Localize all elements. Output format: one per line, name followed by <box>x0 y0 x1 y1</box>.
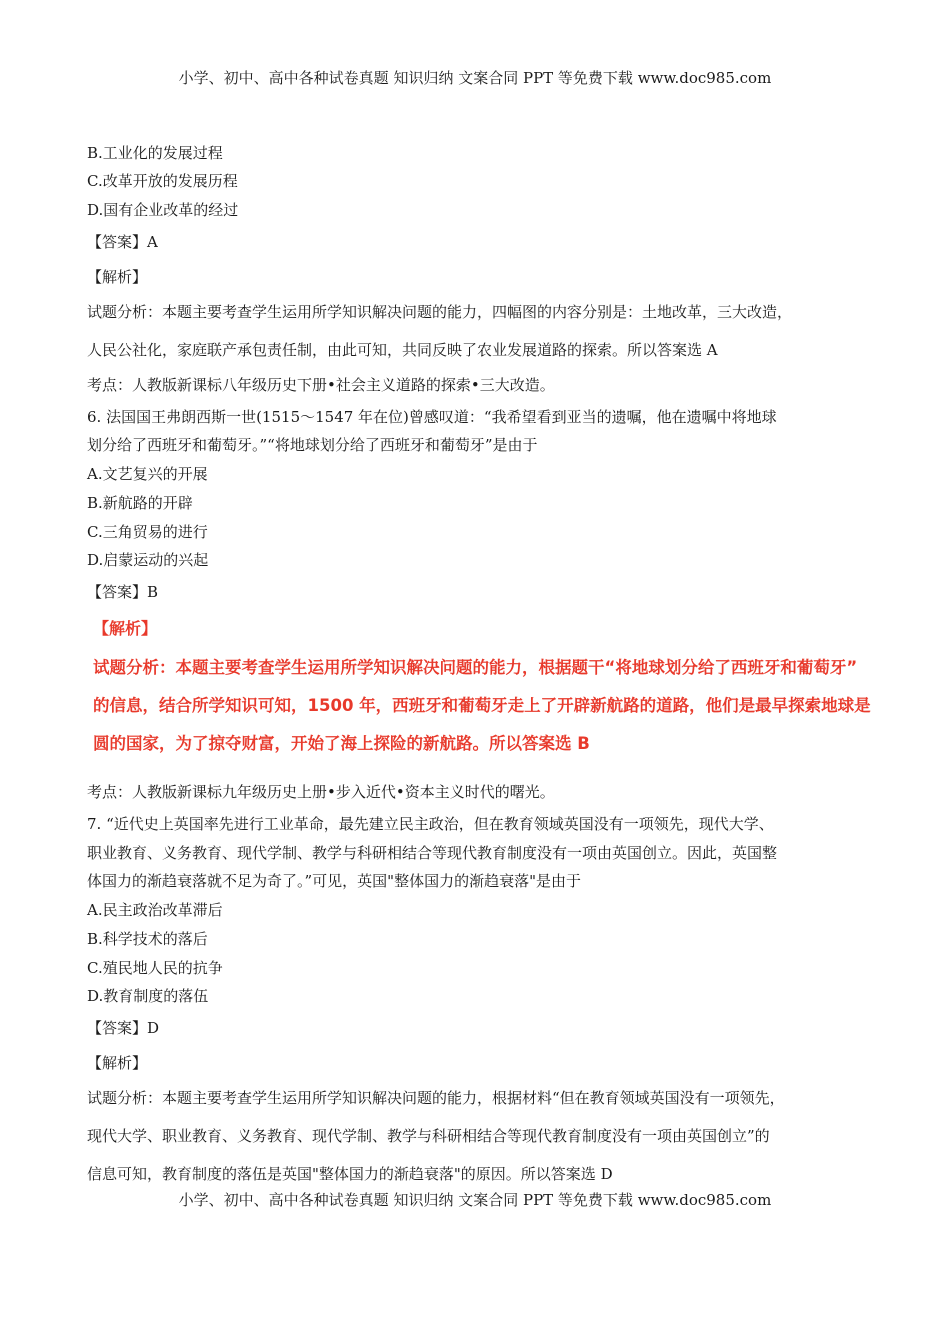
q7-option-a: A.民主政治改革滞后 <box>87 901 223 919</box>
q5-option-b: B.工业化的发展过程 <box>87 144 223 162</box>
q7-analysis-line-1: 试题分析：本题主要考查学生运用所学知识解决问题的能力，根据材料“但在教育领域英国没有一项领先， <box>87 1089 785 1107</box>
q6-stem-line-2: 划分给了西班牙和葡萄牙。”“将地球划分给了西班牙和葡萄牙”是由于 <box>87 436 538 454</box>
q5-option-d: D.国有企业改革的经过 <box>87 201 239 219</box>
q7-analysis-line-3: 信息可知，教育制度的落伍是英国"整体国力的渐趋衰落"的原因。所以答案选 D <box>87 1165 613 1183</box>
q6-option-d: D.启蒙运动的兴起 <box>87 551 209 569</box>
q7-stem-line-3: 体国力的渐趋衰落就不足为奇了。”可见，英国"整体国力的渐趋衰落"是由于 <box>87 872 581 890</box>
q6-analysis-line-2: 的信息，结合所学知识可知，1500 年，西班牙和葡萄牙走上了开辟新航路的道路，他们是最早探索地球是 <box>93 696 871 715</box>
q7-option-b: B.科学技术的落后 <box>87 930 208 948</box>
q6-point: 考点：人教版新课标九年级历史上册•步入近代•资本主义时代的曙光。 <box>87 783 555 801</box>
q5-analysis-label: 【解析】 <box>87 268 148 286</box>
q6-option-b: B.新航路的开辟 <box>87 494 193 512</box>
q6-analysis-line-3: 圆的国家，为了掠夺财富，开始了海上探险的新航路。所以答案选 B <box>93 734 590 753</box>
q7-stem-line-1: 7. “近代史上英国率先进行工业革命，最先建立民主政治，但在教育领域英国没有一项领先，现代大学、 <box>87 815 774 833</box>
page-footer: 小学、初中、高中各种试卷真题 知识归纳 文案合同 PPT 等免费下载 www.doc985.com <box>178 1191 772 1209</box>
q7-answer: 【答案】D <box>87 1019 160 1037</box>
q5-answer: 【答案】A <box>87 233 158 251</box>
q6-option-a: A.文艺复兴的开展 <box>87 465 208 483</box>
q6-option-c: C.三角贸易的进行 <box>87 523 208 541</box>
q5-point: 考点：人教版新课标八年级历史下册•社会主义道路的探索•三大改造。 <box>87 376 555 394</box>
q6-analysis-line-1: 试题分析：本题主要考查学生运用所学知识解决问题的能力，根据题干“将地球划分给了西班牙和葡萄牙” <box>93 658 858 677</box>
page-header: 小学、初中、高中各种试卷真题 知识归纳 文案合同 PPT 等免费下载 www.doc985.com <box>178 69 772 87</box>
q7-option-c: C.殖民地人民的抗争 <box>87 959 223 977</box>
q7-analysis-line-2: 现代大学、职业教育、义务教育、现代学制、教学与科研相结合等现代教育制度没有一项由英国创立”的 <box>87 1127 770 1145</box>
q6-analysis-label: 【解析】 <box>93 619 158 638</box>
q5-option-c: C.改革开放的发展历程 <box>87 172 238 190</box>
q6-stem-line-1: 6. 法国国王弗朗西斯一世(1515～1547 年在位)曾感叹道：“我希望看到亚当的遗嘱，他在遗嘱中将地球 <box>87 408 777 426</box>
q5-analysis-line-1: 试题分析：本题主要考查学生运用所学知识解决问题的能力，四幅图的内容分别是：土地改革，三大改造， <box>87 303 793 321</box>
q7-analysis-label: 【解析】 <box>87 1054 148 1072</box>
q6-answer: 【答案】B <box>87 583 159 601</box>
q5-analysis-line-2: 人民公社化，家庭联产承包责任制，由此可知，共同反映了农业发展道路的探索。所以答案选 A <box>87 341 718 359</box>
q7-option-d: D.教育制度的落伍 <box>87 987 209 1005</box>
q7-stem-line-2: 职业教育、义务教育、现代学制、教学与科研相结合等现代教育制度没有一项由英国创立。因此，英国整 <box>87 844 778 862</box>
